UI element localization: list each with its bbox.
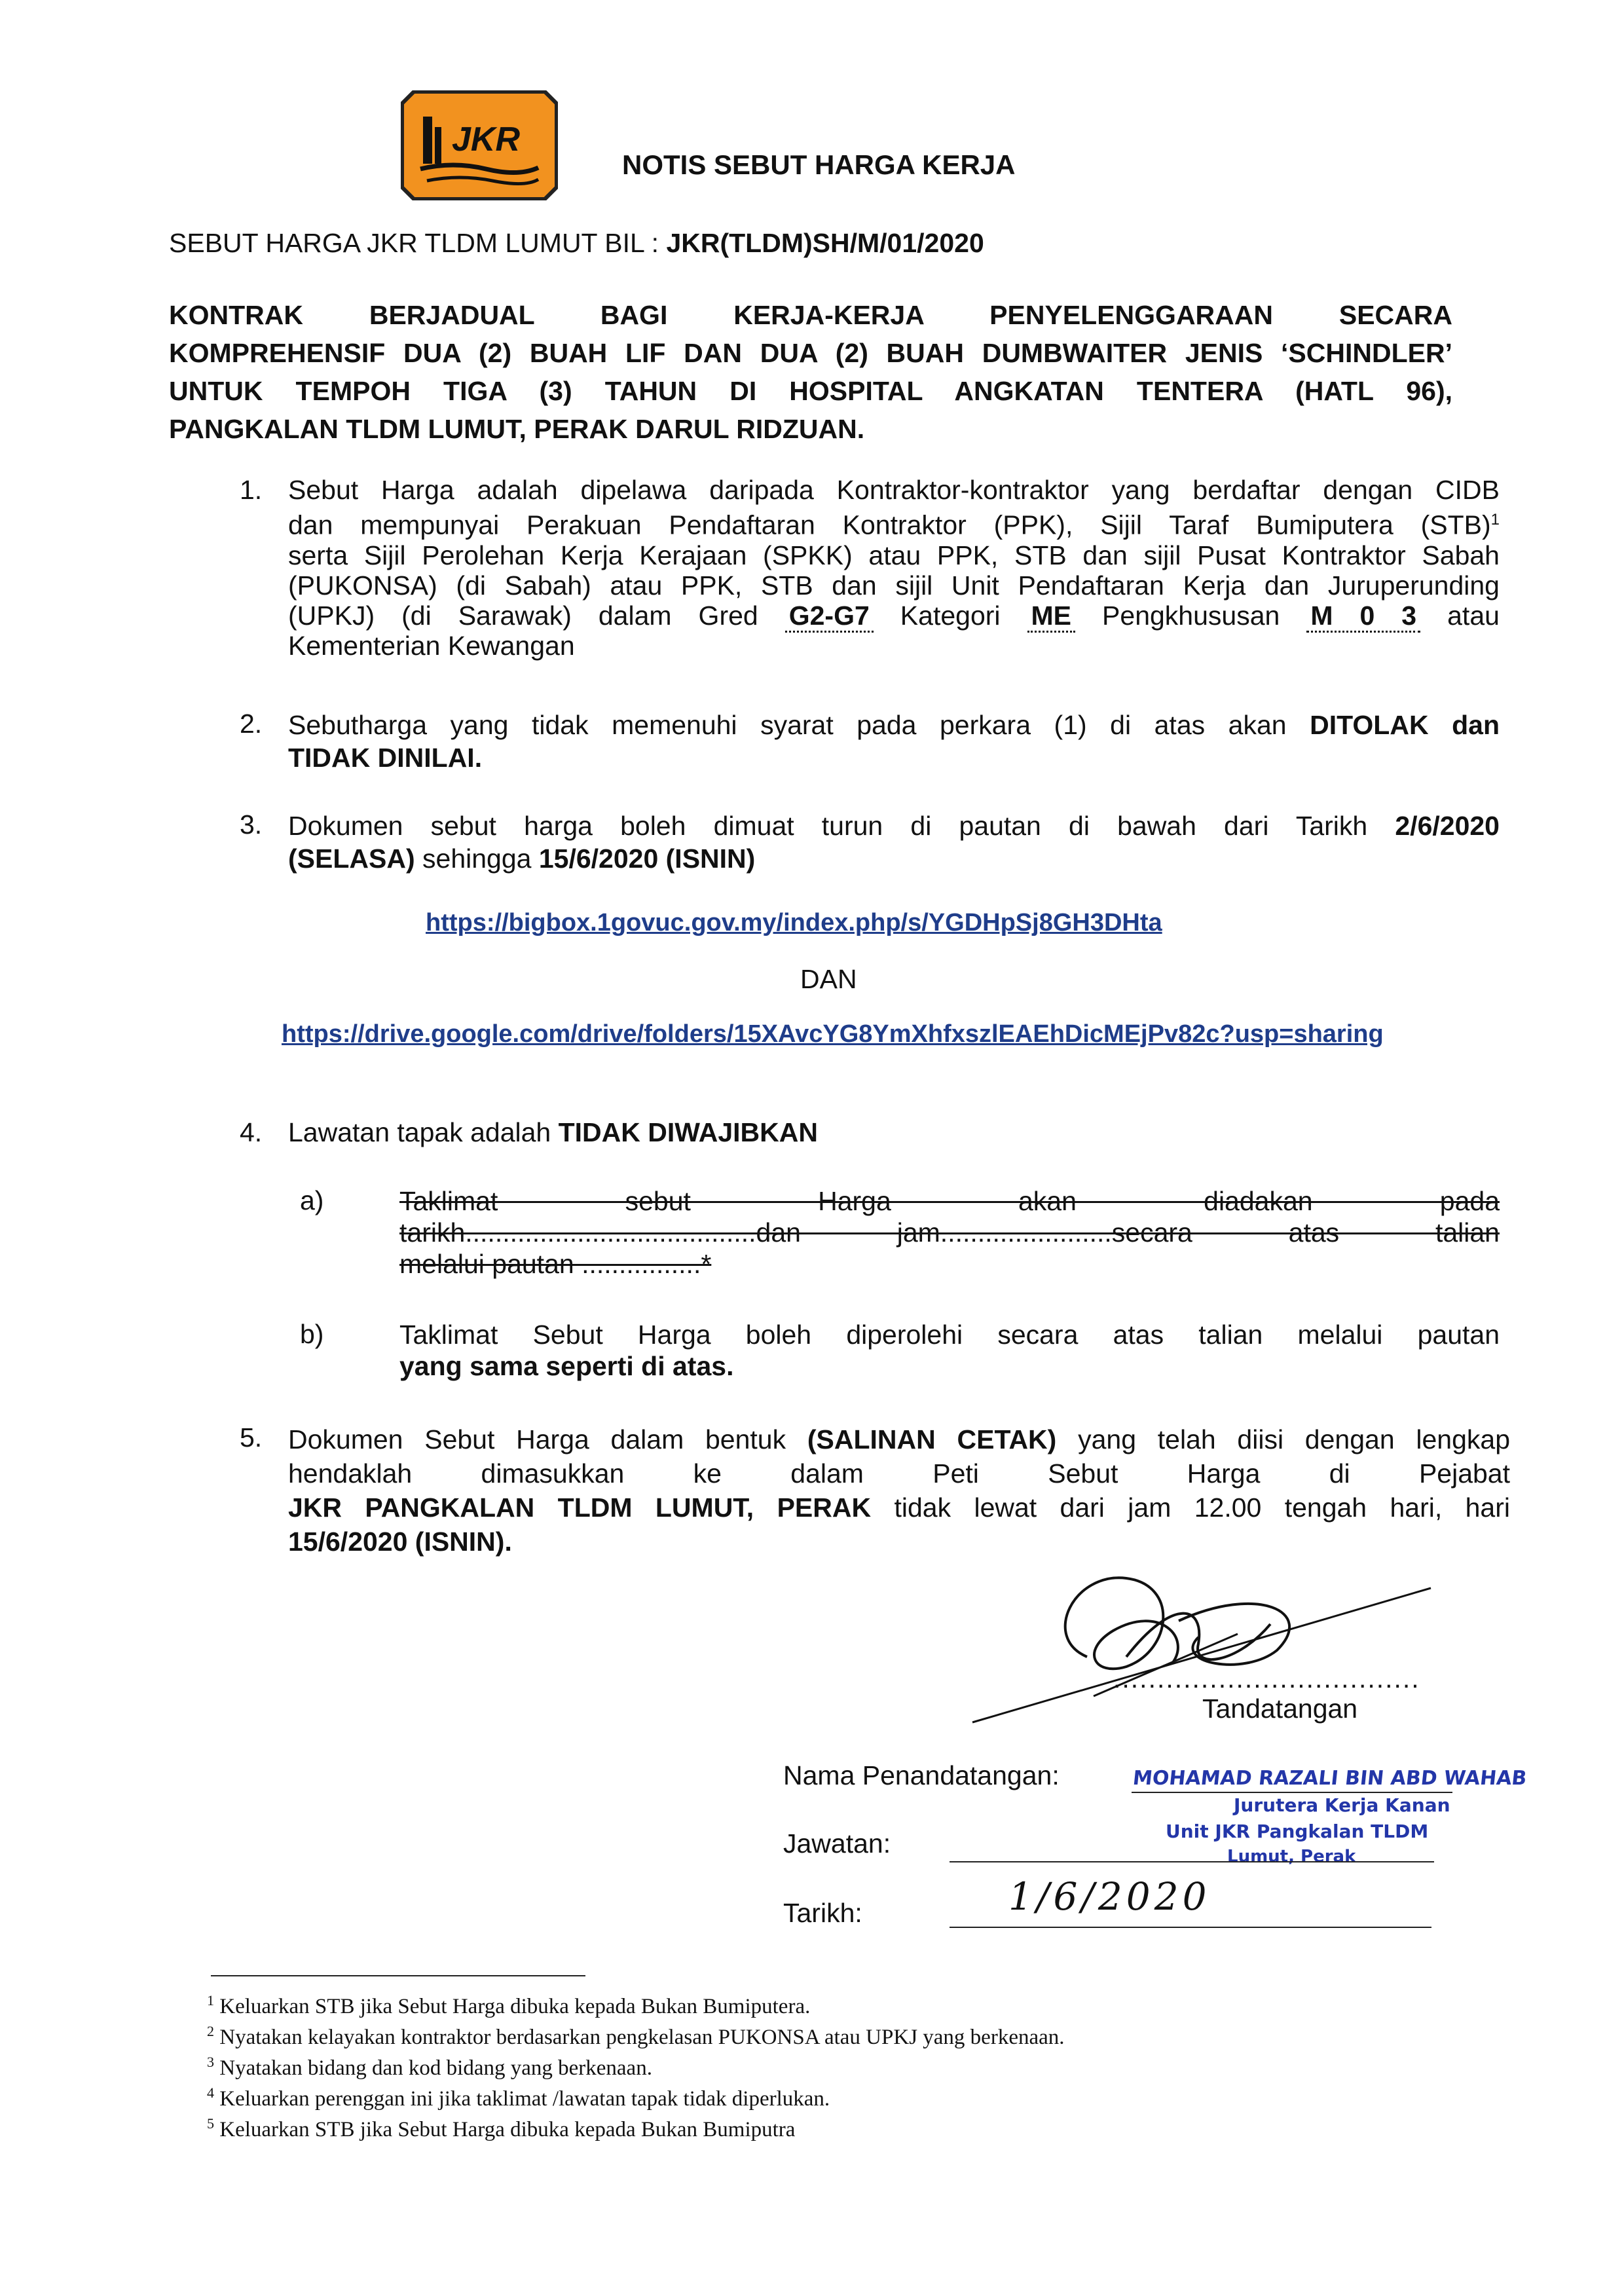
stamp-unit: Unit JKR Pangkalan TLDM bbox=[1166, 1821, 1429, 1842]
footnote-mark: 4 bbox=[207, 2084, 214, 2101]
footnote-text: Keluarkan STB jika Sebut Harga dibuka kepada Bukan Bumiputera. bbox=[219, 1995, 811, 2018]
item2-bold: TIDAK DINILAI. bbox=[288, 743, 483, 773]
item4-text: Lawatan tapak adalah bbox=[288, 1117, 551, 1147]
sub-a-label: a) bbox=[300, 1185, 324, 1215]
item5-line: hendaklah dimasukkan ke dalam Peti Sebut Harga di Pejabat bbox=[288, 1458, 1510, 1489]
position-underline bbox=[950, 1861, 1434, 1862]
footnote-ref: 1 bbox=[1490, 511, 1500, 528]
footnote bbox=[207, 1988, 1065, 2019]
sub-a-body bbox=[399, 1185, 1500, 1280]
item-number: 1. bbox=[240, 475, 263, 505]
item5-bold: (SALINAN CETAK) bbox=[807, 1424, 1057, 1454]
item5-text: tidak lewat dari jam 12.00 tengah hari, hari bbox=[894, 1492, 1510, 1523]
footnote-text: Keluarkan perenggan ini jika taklimat /lawatan tapak tidak diperlukan. bbox=[219, 2087, 830, 2111]
signature-dots: ................................... bbox=[1113, 1663, 1420, 1694]
item1-body bbox=[288, 475, 1500, 661]
kategori-value: ME bbox=[1027, 601, 1076, 633]
sub-b-body bbox=[399, 1319, 1500, 1382]
deadline-date: 15/6/2020 (ISNIN). bbox=[288, 1527, 512, 1557]
reference-line bbox=[169, 228, 984, 258]
footnote-text: Keluarkan STB jika Sebut Harga dibuka kepada Bukan Bumiputra bbox=[219, 2118, 796, 2141]
footnote bbox=[207, 2019, 1065, 2050]
pengkhususan-value: M 0 3 bbox=[1306, 601, 1420, 633]
item5-body bbox=[288, 1422, 1510, 1559]
sub-a-line: Taklimat sebut Harga akan diadakan pada bbox=[399, 1186, 1500, 1216]
stamp-title: Jurutera Kerja Kanan bbox=[1234, 1794, 1450, 1816]
item3-text: sehingga bbox=[422, 843, 532, 874]
item3-body bbox=[288, 809, 1500, 875]
item1-text: (UPKJ) (di Sarawak) dalam Gred bbox=[288, 600, 758, 631]
item4-bold: TIDAK DIWAJIBKAN bbox=[558, 1117, 818, 1147]
stamp-name: MOHAMAD RAZALI BIN ABD WAHAB bbox=[1132, 1767, 1528, 1790]
signature-label: Tandatangan bbox=[1202, 1694, 1358, 1724]
logo-text: JKR bbox=[452, 120, 521, 158]
item1-text: atau bbox=[1447, 600, 1500, 631]
sub-b-bold: yang sama seperti di atas. bbox=[399, 1351, 734, 1381]
item2-text: Sebutharga yang tidak memenuhi syarat pada perkara (1) di atas akan bbox=[288, 710, 1287, 740]
date-underline bbox=[950, 1927, 1431, 1928]
footnote-mark: 2 bbox=[207, 2023, 214, 2039]
footnote-text: Nyatakan kelayakan kontraktor berdasarkan pengkelasan PUKONSA atau UPKJ yang berkenaan. bbox=[219, 2026, 1065, 2049]
project-title-line: PANGKALAN TLDM LUMUT, PERAK DARUL RIDZUAN. bbox=[169, 414, 865, 444]
footnote bbox=[207, 2050, 1065, 2081]
sub-b-label: b) bbox=[300, 1319, 324, 1349]
project-title-line: KONTRAK BERJADUAL BAGI KERJA-KERJA PENYELENGGARAAN SECARA bbox=[169, 300, 1452, 330]
item-number: 5. bbox=[240, 1422, 263, 1453]
footnote-mark: 1 bbox=[207, 1992, 214, 2009]
handwritten-date: 1/6/2020 bbox=[1008, 1874, 1211, 1919]
jkr-logo bbox=[401, 90, 558, 200]
item1-line: serta Sijil Perolehan Kerja Kerajaan (SPKK) atau PPK, STB dan sijil Pusat Kontraktor Sabah bbox=[288, 540, 1500, 570]
item-number: 4. bbox=[240, 1117, 263, 1147]
project-title-line: KOMPREHENSIF DUA (2) BUAH LIF DAN DUA (2) BUAH DUMBWAITER JENIS ‘SCHINDLER’ bbox=[169, 338, 1452, 368]
footnote-separator bbox=[211, 1975, 585, 1976]
footnote bbox=[207, 2081, 1065, 2111]
footnote-mark: 5 bbox=[207, 2115, 214, 2132]
end-date: 15/6/2020 (ISNIN) bbox=[538, 843, 756, 874]
name-underline bbox=[1132, 1792, 1452, 1793]
item2-bold: DITOLAK dan bbox=[1310, 710, 1500, 740]
project-title-line: UNTUK TEMPOH TIGA (3) TAHUN DI HOSPITAL ANGKATAN TENTERA (HATL 96), bbox=[169, 376, 1452, 406]
item5-text: Dokumen Sebut Harga dalam bentuk bbox=[288, 1424, 786, 1454]
item1-line: Sebut Harga adalah dipelawa daripada Kontraktor-kontraktor yang berdaftar dengan CIDB bbox=[288, 475, 1500, 505]
item1-line: dan mempunyai Perakuan Pendaftaran Kontraktor (PPK), Sijil Taraf Bumiputera (STB) bbox=[288, 509, 1491, 540]
reference-number: JKR(TLDM)SH/M/01/2020 bbox=[666, 228, 984, 258]
item5-text: yang telah diisi dengan lengkap bbox=[1078, 1424, 1510, 1454]
item2-body bbox=[288, 709, 1500, 774]
item-number: 2. bbox=[240, 709, 263, 739]
item1-text: Kategori bbox=[900, 600, 1001, 631]
item1-text: Pengkhususan bbox=[1102, 600, 1280, 631]
item4-line bbox=[288, 1117, 818, 1147]
office-name: JKR PANGKALAN TLDM LUMUT, PERAK bbox=[288, 1492, 872, 1523]
sub-a-line: tarikh.......................................dan jam.......................secara atas talian bbox=[399, 1217, 1500, 1248]
footnote bbox=[207, 2111, 1065, 2142]
bigbox-link[interactable]: https://bigbox.1govuc.gov.my/index.php/s/YGDHpSj8GH3DHta bbox=[426, 909, 1162, 936]
reference-label: SEBUT HARGA JKR TLDM LUMUT BIL : bbox=[169, 228, 659, 258]
footnote-mark: 3 bbox=[207, 2054, 214, 2070]
item1-line: (PUKONSA) (di Sabah) atau PPK, STB dan sijil Unit Pendaftaran Kerja dan Juruperunding bbox=[288, 570, 1500, 601]
position-label: Jawatan: bbox=[783, 1828, 891, 1859]
project-title bbox=[169, 296, 1452, 448]
item-number: 3. bbox=[240, 809, 263, 840]
item3-text: Dokumen sebut harga boleh dimuat turun di pautan di bawah dari Tarikh bbox=[288, 811, 1368, 841]
date-label: Tarikh: bbox=[783, 1898, 862, 1928]
gred-value: G2-G7 bbox=[785, 601, 874, 633]
sub-a-line: melalui pautan ................* bbox=[399, 1249, 712, 1279]
notice-title: NOTIS SEBUT HARGA KERJA bbox=[622, 149, 1016, 180]
start-date: 2/6/2020 bbox=[1395, 811, 1500, 841]
and-text: DAN bbox=[800, 964, 857, 994]
sub-b-line: Taklimat Sebut Harga boleh diperolehi secara atas talian melalui pautan bbox=[399, 1320, 1500, 1350]
stamp-location: Lumut, Perak bbox=[1227, 1847, 1356, 1866]
item1-line: Kementerian Kewangan bbox=[288, 630, 575, 661]
signer-name-label: Nama Penandatangan: bbox=[783, 1760, 1060, 1790]
start-day: (SELASA) bbox=[288, 843, 415, 874]
footnote-text: Nyatakan bidang dan kod bidang yang berkenaan. bbox=[219, 2056, 652, 2080]
footnotes bbox=[207, 1988, 1065, 2142]
google-drive-link[interactable]: https://drive.google.com/drive/folders/15XAvcYG8YmXhfxszlEAEhDicMEjPv82c?usp=sharing bbox=[282, 1020, 1384, 1048]
